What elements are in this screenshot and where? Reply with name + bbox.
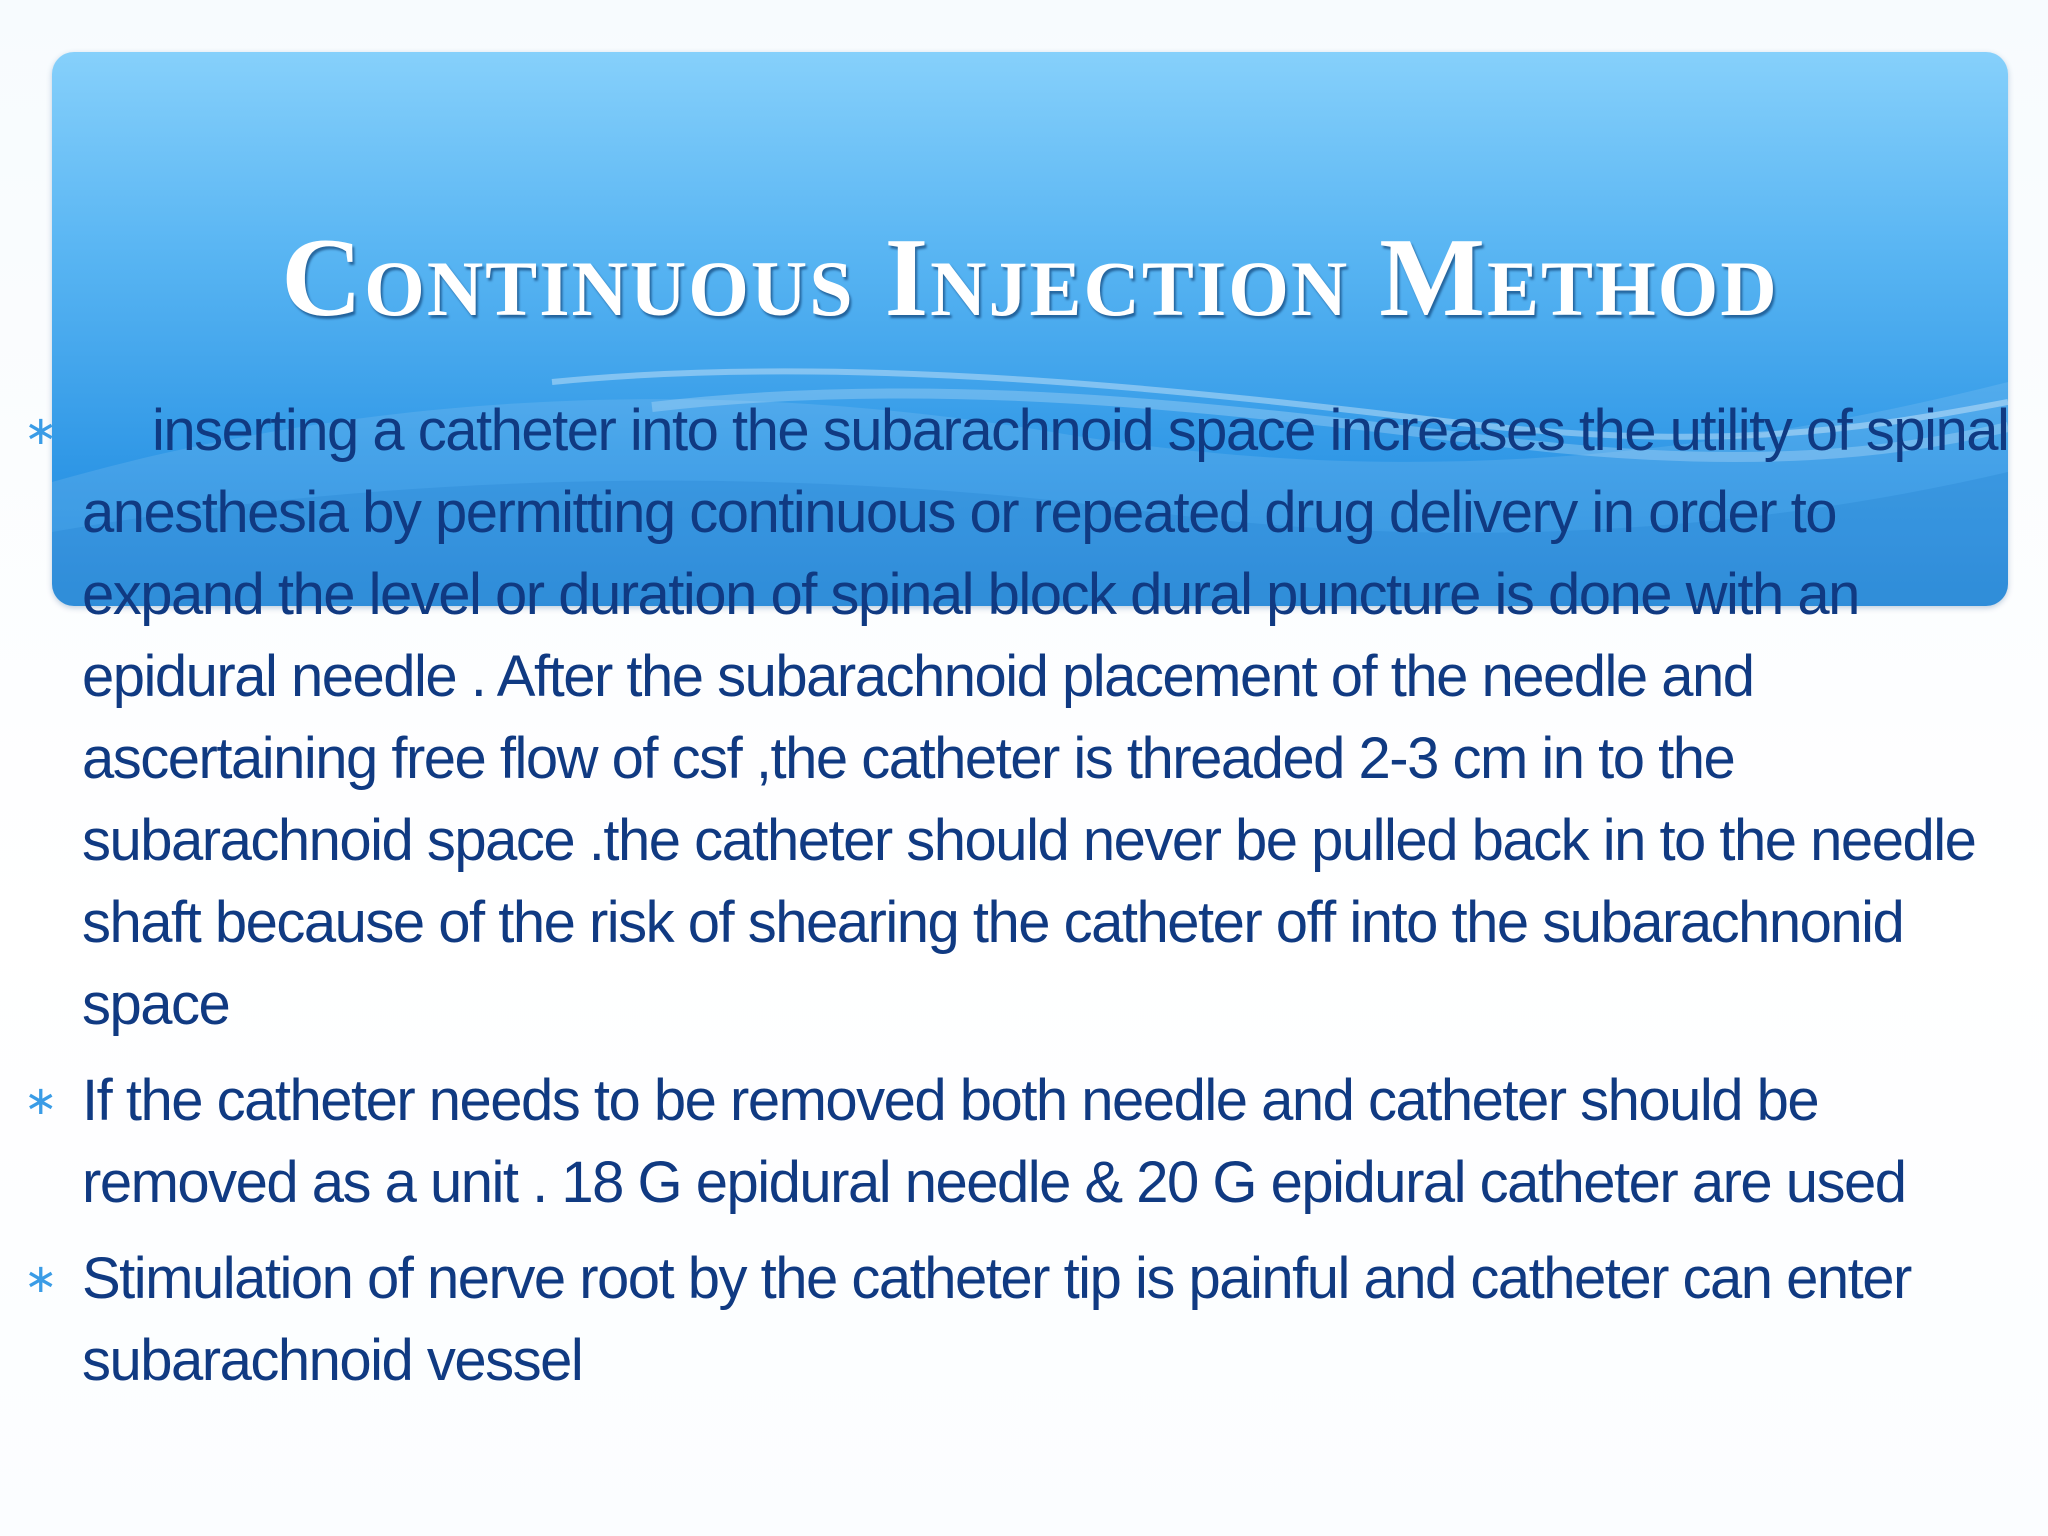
bullet-text: Stimulation of nerve root by the catheter tip is painful and catheter can enter subarachnoid vessel bbox=[82, 1246, 1911, 1393]
asterisk-bullet-icon: ∗ bbox=[24, 409, 58, 453]
bullet-item-2 bbox=[0, 1060, 2048, 1224]
asterisk-bullet-icon: ∗ bbox=[24, 1079, 58, 1123]
asterisk-bullet-icon: ∗ bbox=[24, 1257, 58, 1301]
bullet-list bbox=[0, 390, 2048, 1416]
bullet-item-3 bbox=[0, 1238, 2048, 1402]
bullet-item-1 bbox=[0, 390, 2048, 1046]
bullet-text: If the catheter needs to be removed both needle and catheter should be removed as a unit . 18 G epidural needle & 20 G epidural catheter are used bbox=[82, 1068, 1906, 1215]
slide-title: Continuous Injection Method bbox=[281, 216, 1779, 340]
bullet-text: inserting a catheter into the subarachnoid space increases the utility of spinal anesthesia by permitting continuous or repeated drug delivery in order to expand the level or duration of spinal block dural puncture is done with an epidural needle . After the subarachnoid placement of the needle and ascertaining free flow of csf ,the catheter is threaded 2-3 cm in to the subarachnoid space .the catheter should never be pulled back in to the needle shaft because of the risk of shearing the catheter off into the subarachnonid space bbox=[82, 398, 2009, 1037]
